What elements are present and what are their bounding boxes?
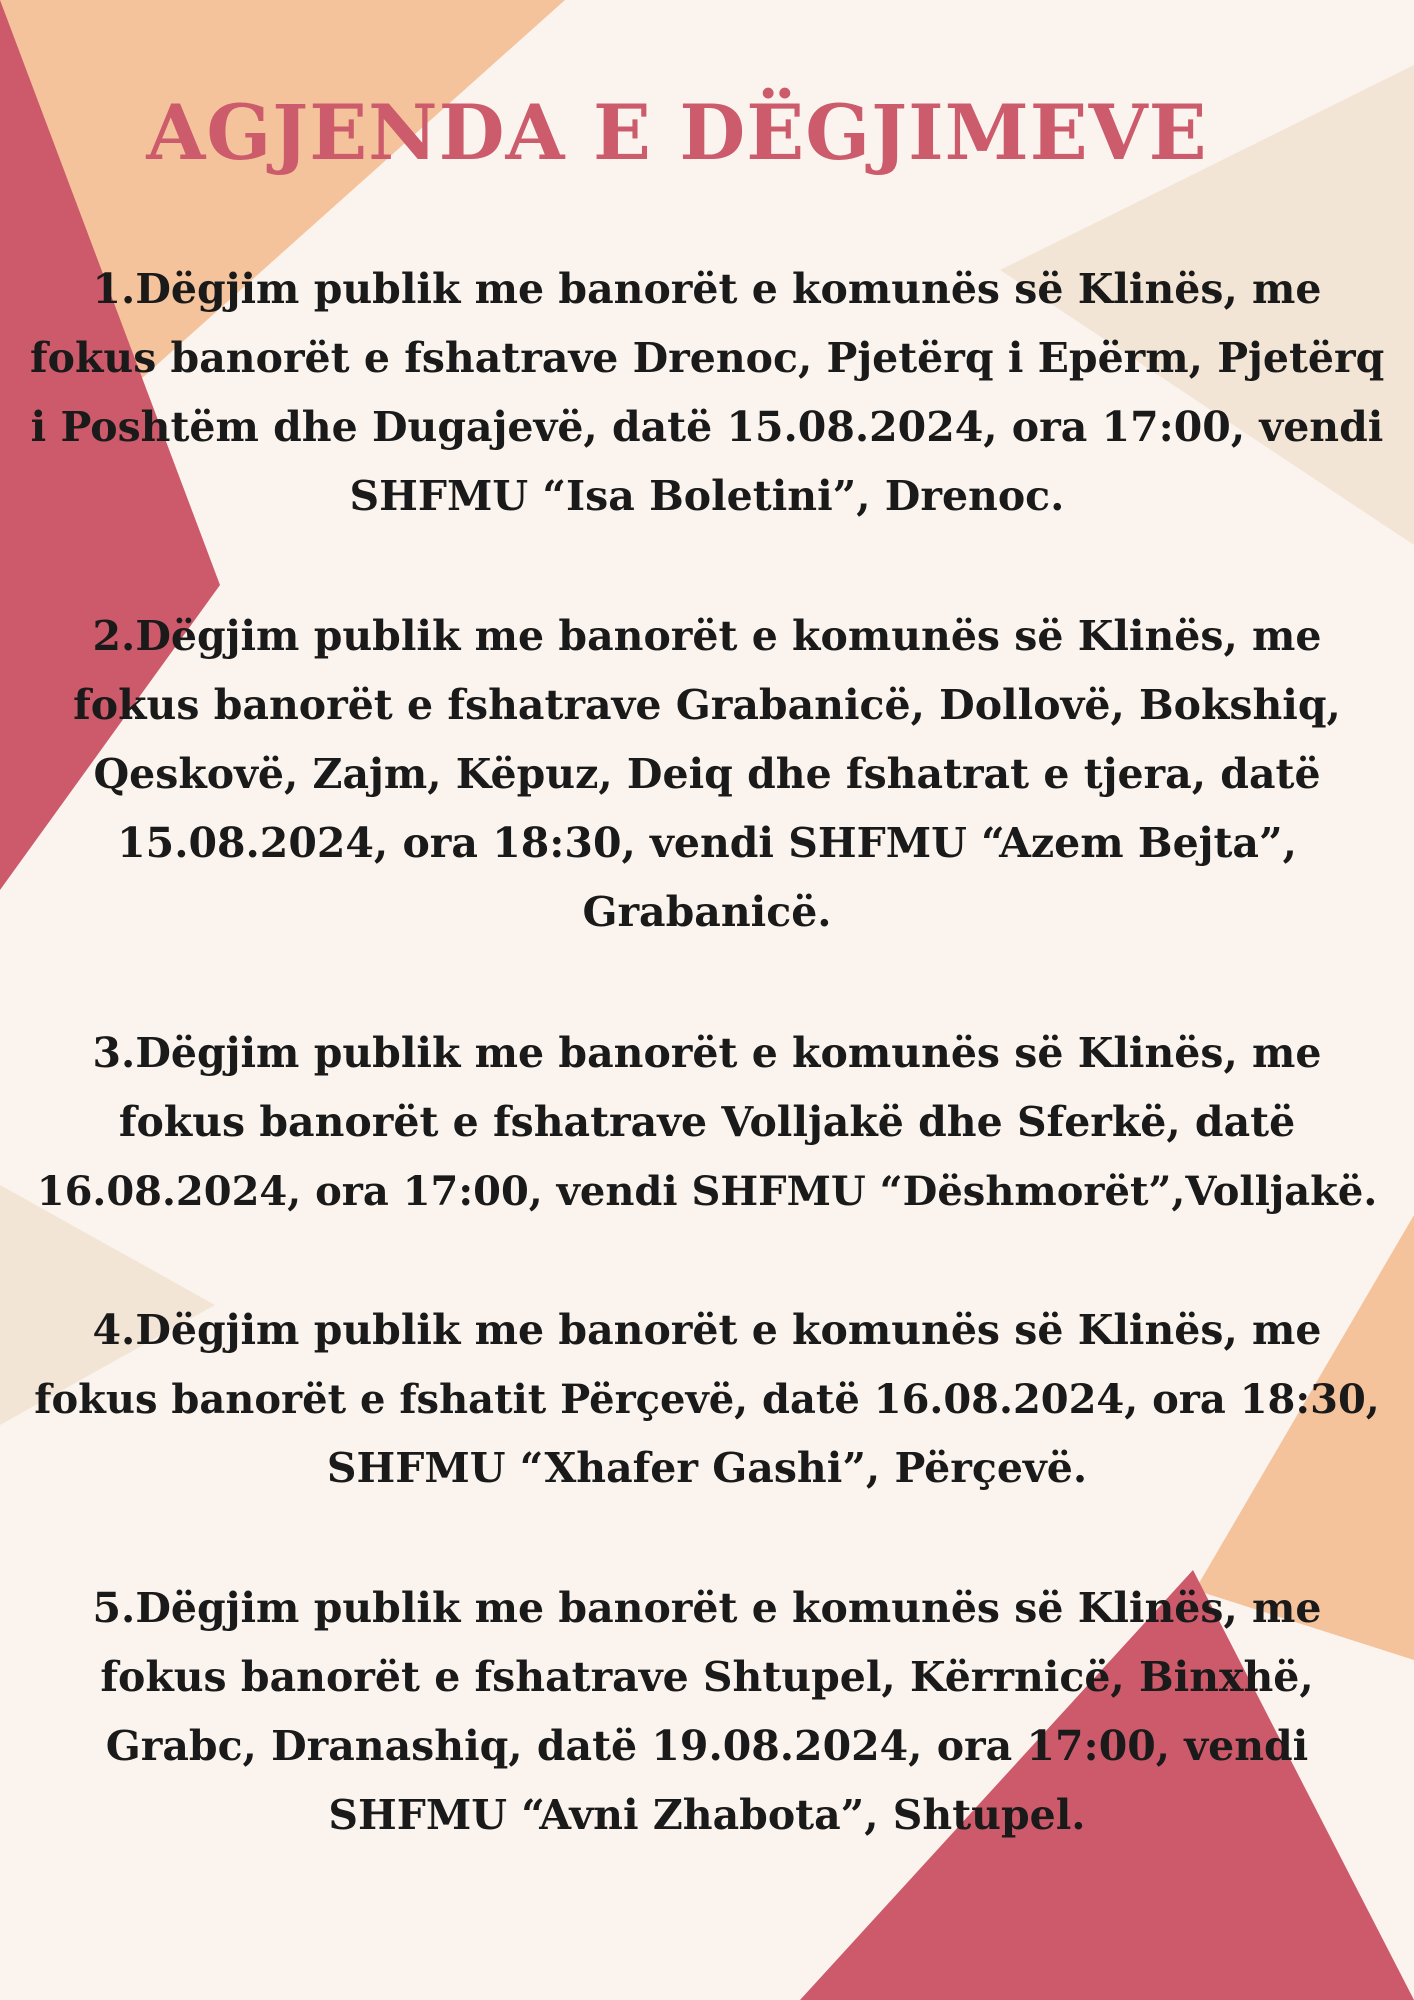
agenda-item-2: [30, 602, 1384, 947]
agenda-item-line: Qeskovë, Zajm, Këpuz, Deiq dhe fshatrat e tjera, datë: [93, 750, 1321, 798]
agenda-item-line: 15.08.2024, ora 18:30, vendi SHFMU “Azem Bejta”,: [117, 819, 1297, 867]
agenda-item-1: [30, 255, 1384, 531]
agenda-item-4: [30, 1296, 1384, 1503]
agenda-item-line: fokus banorët e fshatrave Shtupel, Kërrnicë, Binxhë,: [100, 1653, 1314, 1701]
agenda-item-line: fokus banorët e fshatrave Grabanicë, Dollovë, Bokshiq,: [73, 681, 1341, 729]
page-title: AGJENDA E DËGJIMEVE: [146, 88, 1208, 177]
agenda-item-line: Grabc, Dranashiq, datë 19.08.2024, ora 17:00, vendi: [105, 1722, 1309, 1770]
agenda-item-line: 2.Dëgjim publik me banorët e komunës së Klinës, me: [92, 612, 1322, 660]
agenda-item-line: 1.Dëgjim publik me banorët e komunës së Klinës, me: [92, 265, 1322, 313]
agenda-item-line: fokus banorët e fshatrave Volljakë dhe Sferkë, datë: [118, 1098, 1296, 1146]
agenda-item-line: 3.Dëgjim publik me banorët e komunës së Klinës, me: [92, 1029, 1322, 1077]
agenda-item-line: fokus banorët e fshatit Përçevë, datë 16.08.2024, ora 18:30,: [34, 1376, 1380, 1423]
agenda-item-line: SHFMU “Xhafer Gashi”, Përçevë.: [326, 1444, 1088, 1492]
agenda-item-3: [30, 1019, 1384, 1226]
agenda-item-line: fokus banorët e fshatrave Drenoc, Pjetërq i Epërm, Pjetërq: [30, 334, 1385, 382]
agenda-item-line: SHFMU “Avni Zhabota”, Shtupel.: [328, 1791, 1086, 1839]
agenda-item-line: i Poshtëm dhe Dugajevë, datë 15.08.2024, ora 17:00, vendi: [30, 403, 1384, 451]
agenda-item-5: [30, 1574, 1384, 1850]
agenda-item-line: Grabanicë.: [582, 888, 832, 936]
agenda-item-line: SHFMU “Isa Boletini”, Drenoc.: [349, 472, 1065, 520]
agenda-item-line: 5.Dëgjim publik me banorët e komunës së Klinës, me: [92, 1584, 1322, 1632]
agenda-item-line: 4.Dëgjim publik me banorët e komunës së Klinës, me: [92, 1306, 1322, 1354]
agenda-item-line: 16.08.2024, ora 17:00, vendi SHFMU “Dëshmorët”,Volljakë.: [36, 1168, 1378, 1215]
